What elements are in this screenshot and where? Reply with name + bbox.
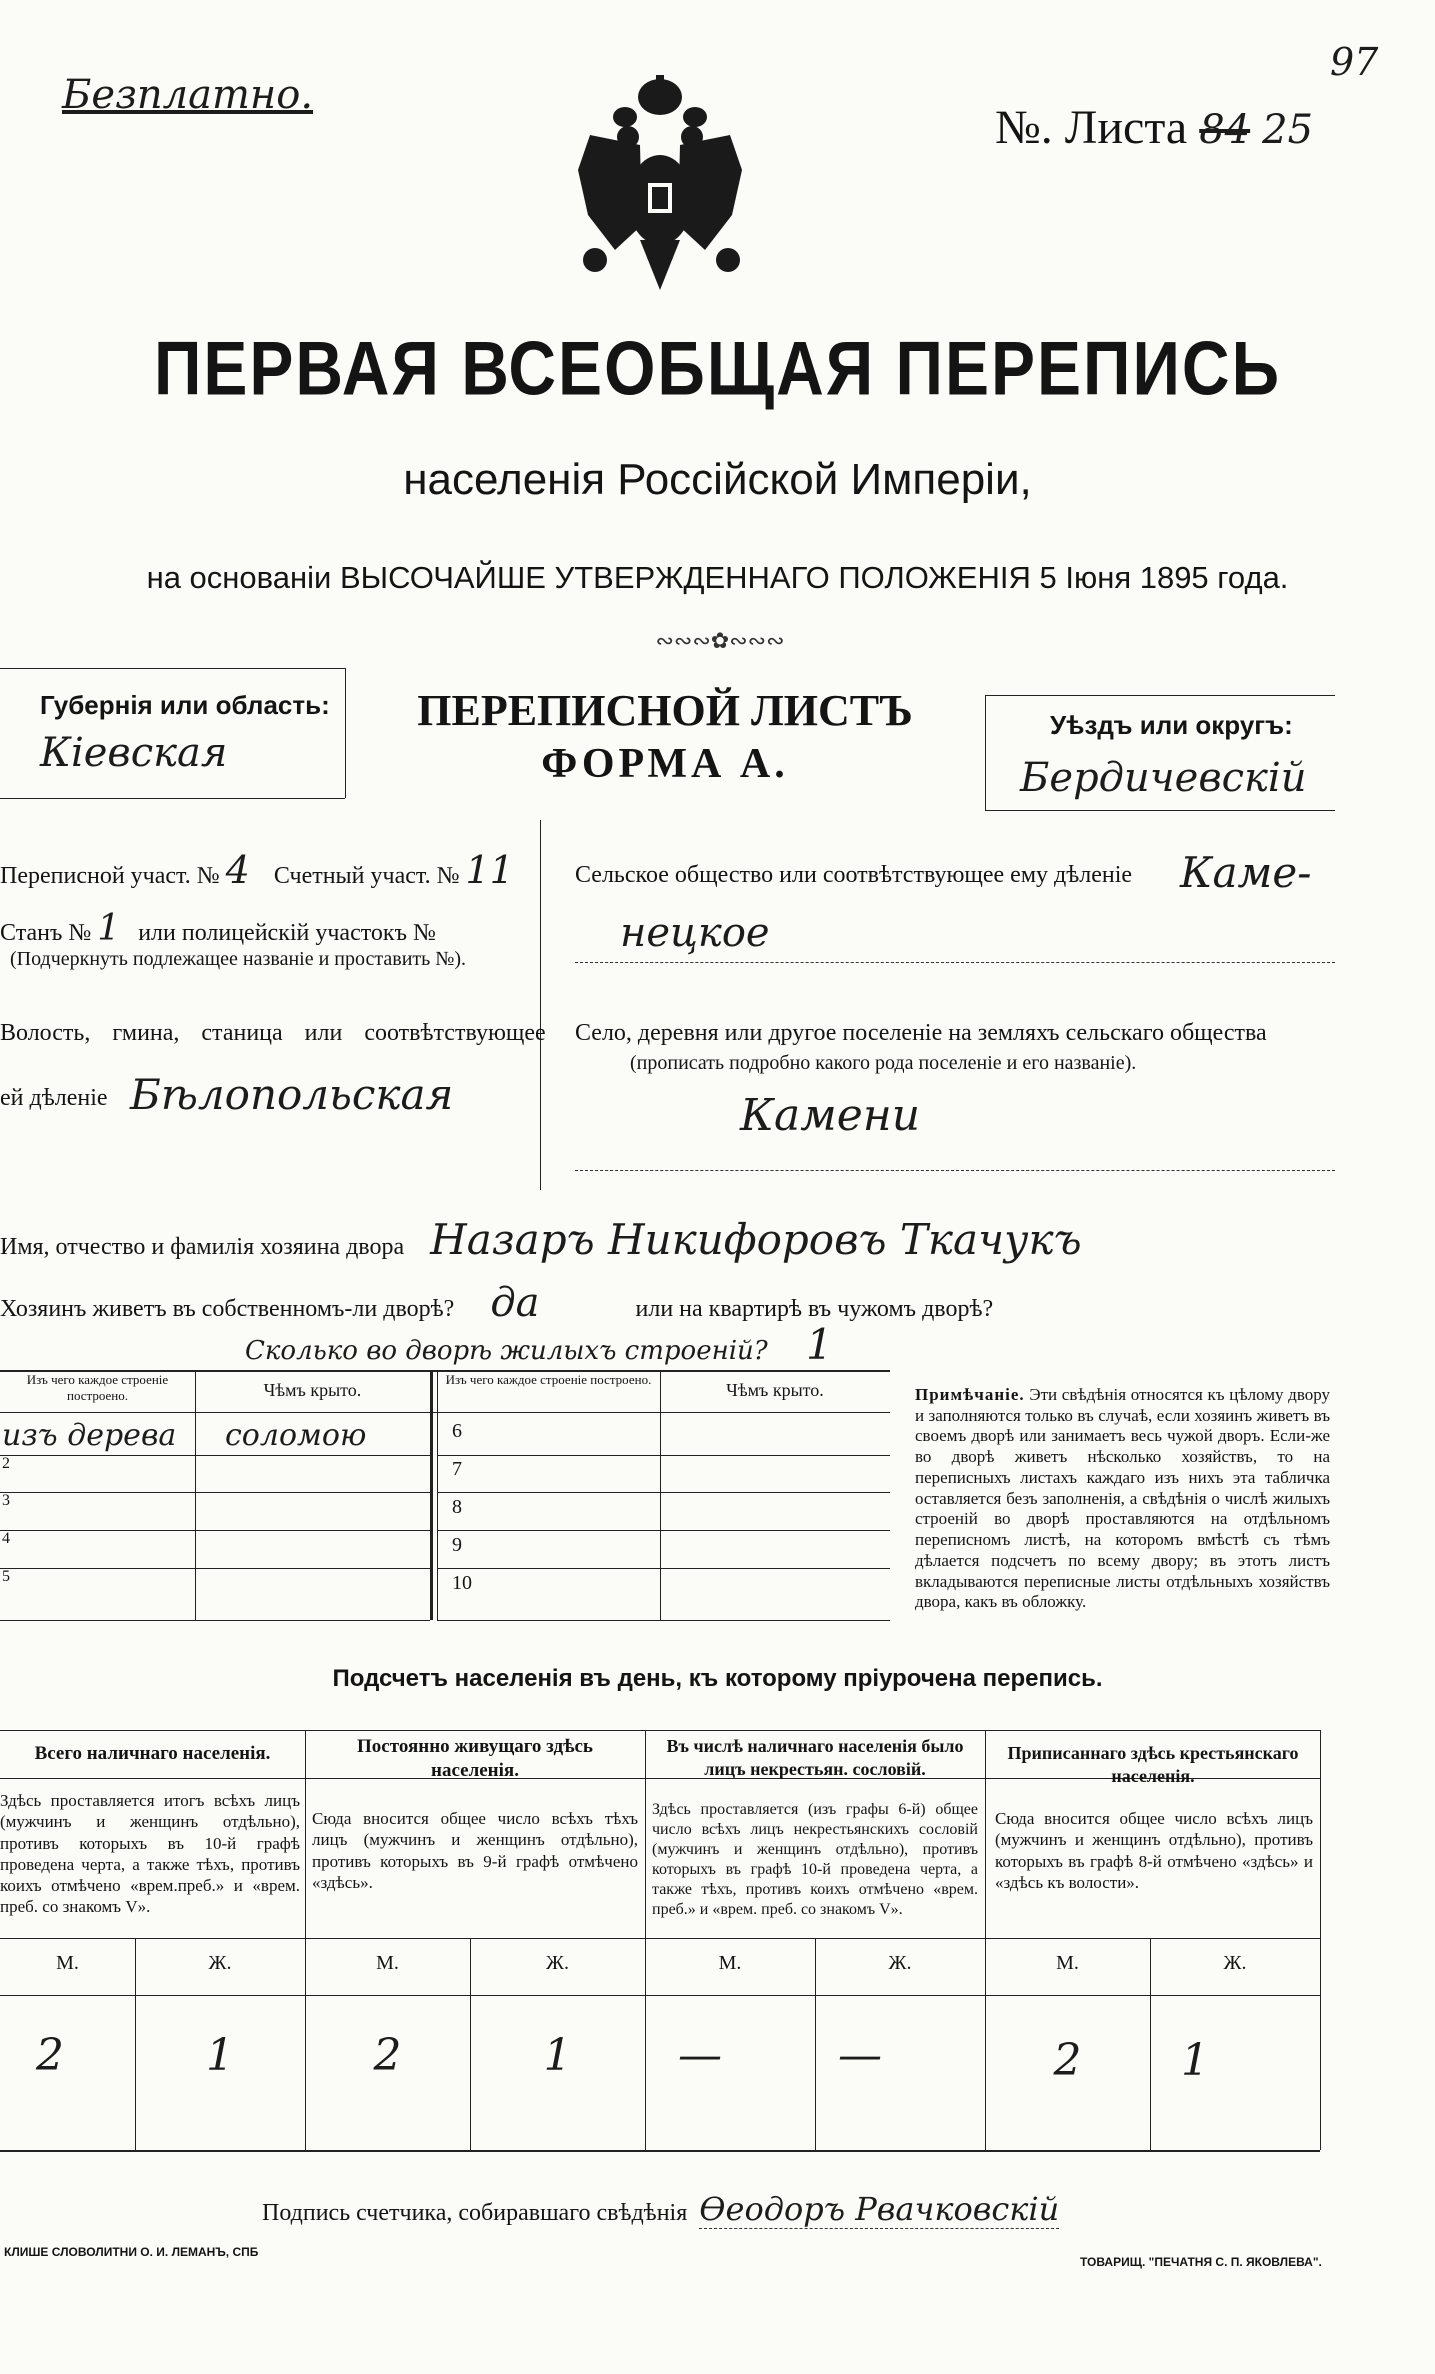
count-non-peasant-f: — xyxy=(838,2030,882,2081)
count-registered-desc: Сюда вносится общее число всѣхъ лицъ (мужчинъ и женщинъ отдѣльно), противъ которыхъ въ графѣ 8-й отмѣчено «здѣсь» и «здѣсь къ волости». xyxy=(995,1809,1313,1892)
buildings-col-material-left: Изъ чего каждое строеніе построено. xyxy=(26,1372,169,1403)
district-value: Бердичевскій xyxy=(1020,755,1307,801)
sheet-number xyxy=(995,100,1313,155)
signature-line: Подпись счетчика, собиравшаго свѣдѣнія Ѳеодоръ Рвачковскій xyxy=(262,2190,1060,2228)
volost-value: Бѣлопольская xyxy=(130,1070,454,1119)
table-row: 2 xyxy=(2,1455,10,1472)
table-row: 7 xyxy=(452,1458,462,1480)
form-title: ФОРМА А. xyxy=(541,741,789,787)
table-row: 9 xyxy=(452,1534,462,1556)
table-row: 6 xyxy=(452,1420,462,1442)
table-row: 4 xyxy=(2,1530,10,1547)
village-label: Село, деревня или другое поселеніе на земляхъ сельскаго общества xyxy=(575,1020,1267,1046)
table-row: 8 xyxy=(452,1496,462,1518)
village-note: (прописать подробно какого рода поселеніе и его названіе). xyxy=(630,1052,1137,1074)
f-label-3: Ж. xyxy=(888,1952,912,1974)
printer-left: КЛИШЕ СЛОВОЛИТНИ О. И. ЛЕМАНЪ, СПБ xyxy=(4,2245,259,2259)
sheet-number-struck: 84 xyxy=(1199,107,1251,153)
free-stamp: Безплатно. xyxy=(62,72,314,118)
signature-value: Ѳеодоръ Рвачковскій xyxy=(699,2190,1060,2228)
ornament-divider: ∾∾∾✿∾∾∾ xyxy=(655,628,785,653)
society-value-2: нецкое xyxy=(620,910,770,956)
census-basis: на основаніи ВЫСОЧАЙШЕ УТВЕРЖДЕННАГО ПОЛОЖЕНІЯ 5 Іюня 1895 года. xyxy=(146,560,1289,595)
table-row xyxy=(0,1418,430,1456)
buildings-value: 1 xyxy=(805,1320,833,1369)
village-value: Камени xyxy=(740,1090,921,1141)
sheet-number-value: 25 xyxy=(1262,107,1314,153)
province-value: Кіевская xyxy=(40,730,228,776)
count-permanent-f: 1 xyxy=(543,2030,572,2081)
counting-section-value: 11 xyxy=(465,848,514,892)
count-permanent-m: 2 xyxy=(373,2030,402,2081)
stan-note: (Подчеркнуть подлежащее названіе и проставить №). xyxy=(10,948,466,970)
note-block xyxy=(915,1385,1330,1613)
note-title: Примѣчаніе. xyxy=(915,1385,1025,1404)
own-yard-line: Хозяинъ живетъ въ собственномъ-ли дворѣ? да или на квартирѣ въ чужомъ дворѣ? xyxy=(0,1280,994,1326)
own-yard-value: да xyxy=(490,1280,540,1326)
stan-value: 1 xyxy=(97,908,121,949)
count-registered-m: 2 xyxy=(1053,2035,1082,2086)
table-row: 10 xyxy=(452,1572,472,1594)
owner-line: Имя, отчество и фамилія хозяина двора Назаръ Никифоровъ Ткачукъ xyxy=(0,1215,1082,1264)
province-label: Губернія или область: xyxy=(40,690,330,720)
m-label-2: М. xyxy=(376,1952,399,1974)
society-label: Сельское общество или соотвѣтствующее ему дѣленіе xyxy=(575,862,1133,888)
stan-line: Станъ № 1 или полицейскій участокъ № xyxy=(0,908,436,949)
table-row: 3 xyxy=(2,1492,10,1509)
buildings-line: Сколько во дворѣ жилыхъ строеній? 1 xyxy=(245,1320,833,1369)
building-roof: соломою xyxy=(225,1418,367,1453)
volost-label: Волость, гмина, станица или соотвѣтствующее xyxy=(0,1020,546,1046)
buildings-col-roof-right: Чѣмъ крыто. xyxy=(726,1380,824,1400)
f-label-1: Ж. xyxy=(208,1952,232,1974)
count-total-m: 2 xyxy=(36,2030,64,2081)
count-title: Подсчетъ населенія въ день, къ которому пріурочена перепись. xyxy=(332,1665,1103,1692)
note-text: Эти свѣдѣнія относятся къ цѣлому двору и заполняются только въ случаѣ, если хозяинъ живетъ въ своемъ дворѣ или занимаетъ весь чужой дворъ. Если-же во дворѣ живетъ нѣсколько хозяйствъ, то на переписныхъ листахъ каждаго изъ нихъ эта табличка оставляется безъ заполненія, а свѣдѣнія о числѣ жилыхъ строеній во дворѣ проставляются на отдѣльномъ переписномъ листѣ, на которомъ вмѣстѣ съ тѣмъ дѣлается подсчетъ по всему двору; въ этотъ листъ вкладываются переписные листы отдѣльныхъ хозяйствъ двора, какъ въ обложку. xyxy=(915,1385,1331,1612)
sheet-number-label: №. Листа xyxy=(995,101,1188,154)
f-label-4: Ж. xyxy=(1223,1952,1247,1974)
count-total-f: 1 xyxy=(206,2030,234,2081)
buildings-col-material-right: Изъ чего каждое строеніе построено. xyxy=(445,1372,652,1387)
building-material: изъ дерева xyxy=(2,1418,177,1453)
census-section: Переписной участ. № 4 Счетный участ. № 11 xyxy=(0,848,514,892)
printer-right: ТОВАРИЩ. "ПЕЧАТНЯ С. П. ЯКОВЛЕВА". xyxy=(1080,2255,1322,2269)
page-corner-number: 97 xyxy=(1330,40,1379,84)
table-row: 5 xyxy=(2,1568,10,1585)
count-permanent-desc: Сюда вносится общее число всѣхъ тѣхъ лицъ (мужчинъ и женщинъ отдѣльно), противъ которыхъ въ 9-й графѣ отмѣчено «здѣсь». xyxy=(312,1809,638,1892)
count-registered-f: 1 xyxy=(1181,2035,1209,2086)
census-section-value: 4 xyxy=(225,848,250,892)
f-label-2: Ж. xyxy=(546,1952,569,1974)
count-registered-heading: Приписаннаго здѣсь крестьянскаго населенія. xyxy=(1007,1743,1299,1786)
count-permanent-heading: Постоянно живущаго здѣсь населенія. xyxy=(357,1736,593,1781)
m-label-4: М. xyxy=(1056,1952,1079,1974)
sheet-title: ПЕРЕПИСНОЙ ЛИСТЪ xyxy=(417,686,913,735)
volost-label-2: ей дѣленіе xyxy=(0,1085,108,1111)
census-title: ПЕРВАЯ ВСЕОБЩАЯ ПЕРЕПИСЬ xyxy=(153,325,1282,411)
district-label: Уѣздъ или округъ: xyxy=(1050,710,1293,740)
buildings-col-roof-left: Чѣмъ крыто. xyxy=(263,1380,362,1400)
m-label-3: М. xyxy=(718,1952,742,1974)
owner-value: Назаръ Никифоровъ Ткачукъ xyxy=(430,1215,1082,1264)
count-non-peasant-desc: Здѣсь проставляется (изъ графы 6-й) общее число всѣхъ лицъ некрестьянскихъ сословій (мужчинъ и женщинъ отдѣльно), противъ которыхъ въ графѣ 10-й проведена черта, а также тѣхъ, противъ коихъ отмѣчено «врем. преб.» и «врем. преб. со знакомъ V». xyxy=(652,1801,978,1918)
society-value-1: Каме- xyxy=(1180,848,1312,897)
count-non-peasant-m: — xyxy=(678,2030,722,2081)
count-total-desc: Здѣсь проставляется итогъ всѣхъ лицъ (мужчинъ и женщинъ отдѣльно), противъ которыхъ въ 10-й графѣ проведена черта, а также тѣхъ, противъ коихъ отмѣчено «врем.преб.» и «врем. преб. со знакомъ V». xyxy=(0,1791,300,1917)
m-label-1: М. xyxy=(56,1952,79,1974)
census-subtitle: населенія Россійской Имперіи, xyxy=(403,455,1032,504)
count-non-peasant-heading: Въ числѣ наличнаго населенія было лицъ некрестьян. сословій. xyxy=(666,1736,964,1779)
imperial-eagle-emblem xyxy=(570,75,750,300)
count-total-heading: Всего наличнаго населенія. xyxy=(34,1743,271,1764)
